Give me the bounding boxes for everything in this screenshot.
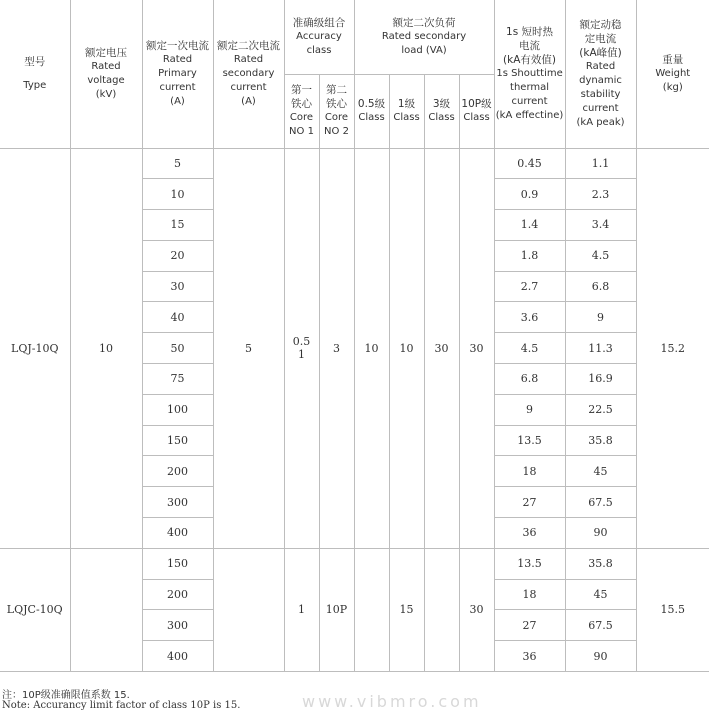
- note-chinese: 注：10P级准确限值系数 15.: [2, 690, 130, 701]
- header-type: 型号 Type: [0, 0, 70, 148]
- primary-current-cell: 400: [142, 641, 213, 672]
- dynamic-current-cell: 9: [565, 302, 636, 333]
- primary-current-cell: 150: [142, 425, 213, 456]
- thermal-current-cell: 13.5: [494, 425, 565, 456]
- dynamic-current-cell: 6.8: [565, 271, 636, 302]
- core-1-value: 1: [298, 603, 305, 617]
- secondary-current-cell: [213, 548, 284, 671]
- table-header: [0, 0, 709, 148]
- watermark: www.vibmro.com: [302, 692, 482, 711]
- load-class-0-5-cell: [354, 548, 389, 671]
- table-row: [0, 548, 709, 579]
- dynamic-current-cell: 3.4: [565, 210, 636, 241]
- load-class-0-5-cell: 10: [354, 148, 389, 548]
- dynamic-current-cell: 45: [565, 579, 636, 610]
- dynamic-current-cell: 35.8: [565, 425, 636, 456]
- dynamic-current-cell: 16.9: [565, 364, 636, 395]
- thermal-current-cell: 13.5: [494, 548, 565, 579]
- weight-cell: 15.2: [636, 148, 709, 548]
- primary-current-cell: 200: [142, 579, 213, 610]
- thermal-current-cell: 1.4: [494, 210, 565, 241]
- primary-current-cell: 50: [142, 333, 213, 364]
- thermal-current-cell: 36: [494, 641, 565, 672]
- header-rated-load: 额定二次负荷 Rated secondary load (VA): [354, 0, 494, 74]
- thermal-current-cell: 27: [494, 487, 565, 518]
- primary-current-cell: 40: [142, 302, 213, 333]
- thermal-current-cell: 9: [494, 394, 565, 425]
- core-1-value: 1: [298, 348, 305, 362]
- dynamic-current-cell: 90: [565, 518, 636, 549]
- load-class-1-cell: 15: [389, 548, 424, 671]
- core-1-value: 0.5: [292, 335, 311, 349]
- header-dynamic-current: 额定动稳 定电流 (kA峰值) Rated dynamic stability current (kA peak): [565, 0, 636, 148]
- table-row: [0, 148, 709, 179]
- type-cell: LQJC-10Q: [0, 548, 70, 671]
- primary-current-cell: 300: [142, 610, 213, 641]
- load-class-3-cell: 30: [424, 148, 459, 548]
- load-class-1-cell: 10: [389, 148, 424, 548]
- table-body: [0, 148, 709, 672]
- dynamic-current-cell: 11.3: [565, 333, 636, 364]
- load-class-10p-cell: 30: [459, 148, 494, 548]
- primary-current-cell: 15: [142, 210, 213, 241]
- dynamic-current-cell: 22.5: [565, 394, 636, 425]
- dynamic-current-cell: 35.8: [565, 548, 636, 579]
- primary-current-cell: 300: [142, 487, 213, 518]
- header-core-2: 第二 铁心 Core NO 2: [319, 74, 354, 148]
- core-1-cell: [284, 548, 319, 671]
- header-class-1: 1级 Class: [389, 74, 424, 148]
- load-class-3-cell: [424, 548, 459, 671]
- primary-current-cell: 5: [142, 148, 213, 179]
- primary-current-cell: 75: [142, 364, 213, 395]
- primary-current-cell: 150: [142, 548, 213, 579]
- dynamic-current-cell: 1.1: [565, 148, 636, 179]
- dynamic-current-cell: 2.3: [565, 179, 636, 210]
- thermal-current-cell: 27: [494, 610, 565, 641]
- thermal-current-cell: 6.8: [494, 364, 565, 395]
- thermal-current-cell: 3.6: [494, 302, 565, 333]
- primary-current-cell: 30: [142, 271, 213, 302]
- dynamic-current-cell: 67.5: [565, 487, 636, 518]
- primary-current-cell: 20: [142, 240, 213, 271]
- rated-voltage-cell: 10: [70, 148, 142, 548]
- rated-voltage-cell: [70, 548, 142, 671]
- thermal-current-cell: 0.45: [494, 148, 565, 179]
- primary-current-cell: 400: [142, 518, 213, 549]
- header-class-10p: 10P级 Class: [459, 74, 494, 148]
- header-accuracy-class: 准确级组合 Accuracy class: [284, 0, 354, 74]
- header-class-0-5: 0.5级 Class: [354, 74, 389, 148]
- primary-current-cell: 100: [142, 394, 213, 425]
- thermal-current-cell: 18: [494, 579, 565, 610]
- thermal-current-cell: 0.9: [494, 179, 565, 210]
- dynamic-current-cell: 67.5: [565, 610, 636, 641]
- weight-cell: 15.5: [636, 548, 709, 671]
- thermal-current-cell: 4.5: [494, 333, 565, 364]
- header-class-3: 3级 Class: [424, 74, 459, 148]
- core-2-cell: 3: [319, 148, 354, 548]
- primary-current-cell: 10: [142, 179, 213, 210]
- type-cell: LQJ-10Q: [0, 148, 70, 548]
- dynamic-current-cell: 45: [565, 456, 636, 487]
- thermal-current-cell: 36: [494, 518, 565, 549]
- core-1-cell: [284, 148, 319, 548]
- header-rated-voltage: 额定电压 Rated voltage (kV): [70, 0, 142, 148]
- primary-current-cell: 200: [142, 456, 213, 487]
- thermal-current-cell: 1.8: [494, 240, 565, 271]
- thermal-current-cell: 2.7: [494, 271, 565, 302]
- load-class-10p-cell: 30: [459, 548, 494, 671]
- header-primary-current: 额定一次电流 Rated Primary current (A): [142, 0, 213, 148]
- dynamic-current-cell: 4.5: [565, 240, 636, 271]
- thermal-current-cell: 18: [494, 456, 565, 487]
- dynamic-current-cell: 90: [565, 641, 636, 672]
- header-secondary-current: 额定二次电流 Rated secondary current (A): [213, 0, 284, 148]
- header-core-1: 第一 铁心 Core NO 1: [284, 74, 319, 148]
- core-2-cell: 10P: [319, 548, 354, 671]
- header-thermal-current: 1s 短时热 电流 (kA有效值) 1s Shouttime thermal current (kA effectine): [494, 0, 565, 148]
- header-weight: 重量 Weight (kg): [636, 0, 709, 148]
- secondary-current-cell: 5: [213, 148, 284, 548]
- note-english: Note: Accurancy limit factor of class 10P is 15.: [2, 700, 241, 711]
